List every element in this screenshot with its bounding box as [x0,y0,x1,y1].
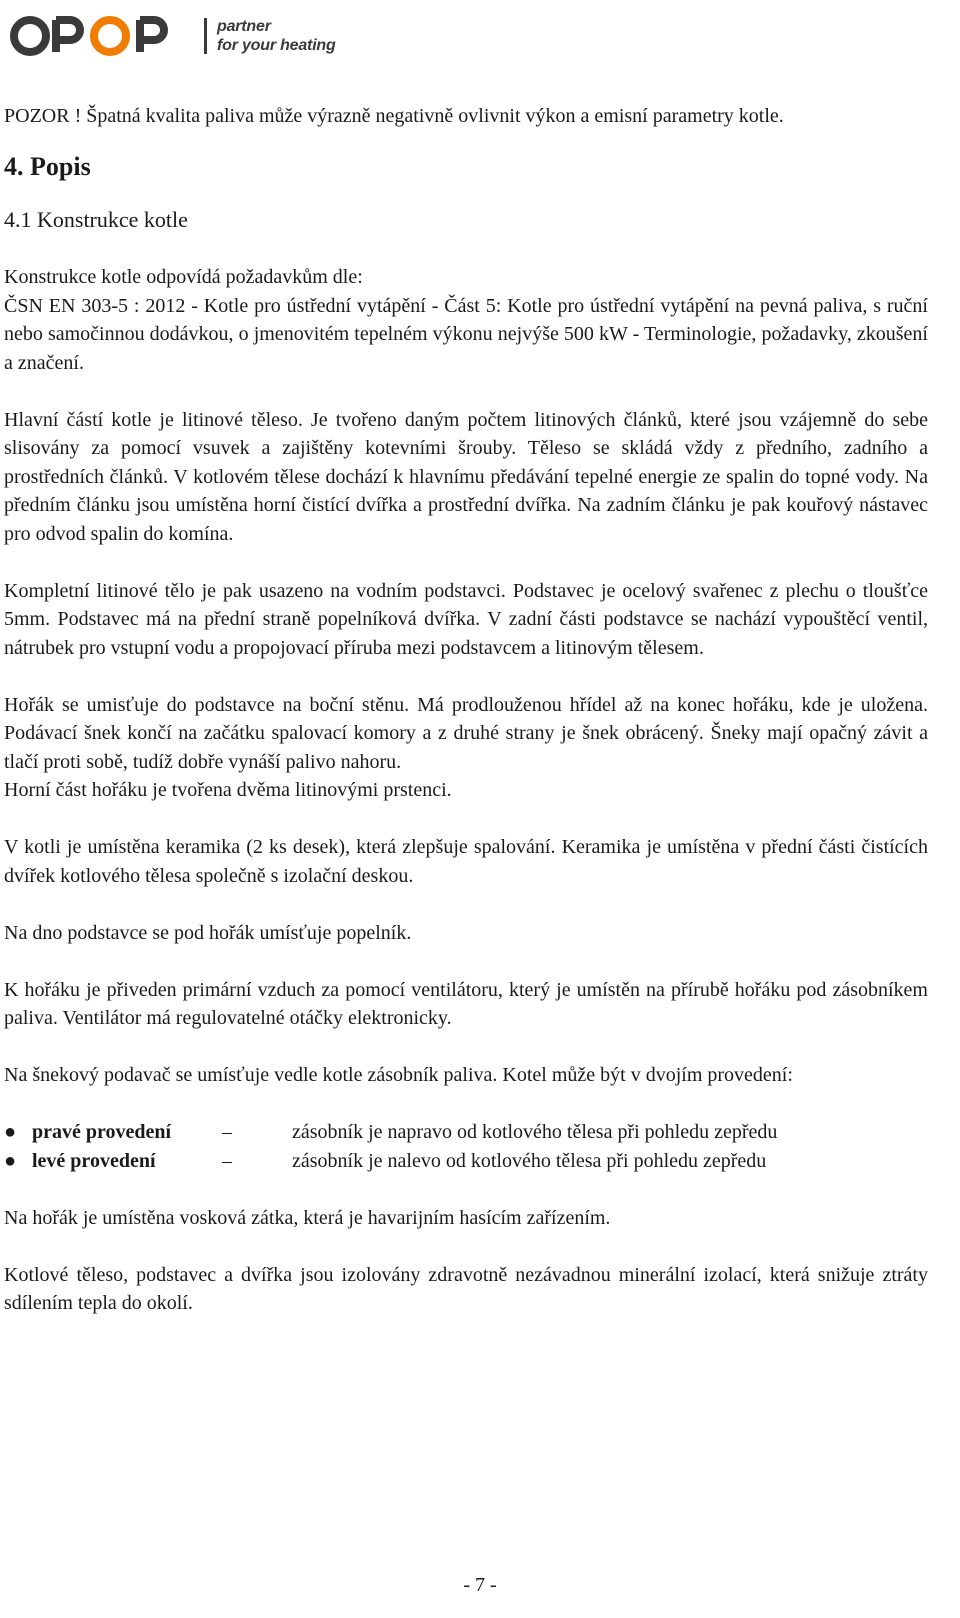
list-item-desc: zásobník je napravo od kotlového tělesa při pohledu zepředu [292,1121,778,1143]
opop-logo [8,11,178,61]
norm-paragraph: ČSN EN 303-5 : 2012 - Kotle pro ústřední vytápění - Část 5: Kotle pro ústřední vytápění na pevná paliva, s ruční nebo samočinnou dodávkou, o jmenovitém tepelném výkonu nejvýše 500 kW - Terminologie, požadavky, zkoušení a značení. [4,294,928,374]
header-divider [204,18,207,54]
list-item [4,1147,928,1176]
fan-paragraph: K hořáku je přiveden primární vzduch za pomocí ventilátoru, který je umístěn na přírubě hořáku pod zásobníkem paliva. Ventilátor má regulovatelné otáčky elektronicky. [4,978,928,1029]
norm-intro-paragraph: Konstrukce kotle odpovídá požadavkům dle: [4,266,363,288]
warning-paragraph: POZOR ! Špatná kvalita paliva může výrazně negativně ovlivnit výkon a emisní parametry kotle. [4,105,784,127]
insulation-paragraph: Kotlové těleso, podstavec a dvířka jsou izolovány zdravotně nezávadnou minerální izolací, která snižuje ztráty sdílením tepla do okolí. [4,1263,928,1314]
wax-paragraph: Na hořák je umístěna vosková zátka, která je havarijním hasícím zařízením. [4,1206,611,1229]
list-item-dash: – [222,1121,232,1143]
subsection-heading: 4.1 Konstrukce kotle [4,206,188,232]
bullet-icon: ● [4,1121,17,1143]
tagline [217,17,336,55]
list-item-term: pravé provedení [32,1121,172,1143]
section-heading: 4. Popis [4,151,91,181]
base-paragraph: Kompletní litinové tělo je pak usazeno na vodním podstavci. Podstavec je ocelový svařenec z plechu o tloušťce 5mm. Podstavec má na přední straně popelníková dvířka. V zadní části podstavce se nachází vypouštěcí ventil, nátrubek pro vstupní vodu a propojovací příruba mezi podstavcem a litinovým tělesem. [4,579,928,659]
ashpan-paragraph: Na dno podstavce se pod hořák umísťuje popelník. [4,921,412,944]
list-item-desc: zásobník je nalevo od kotlového tělesa při pohledu zepředu [292,1149,767,1172]
bullet-icon: ● [4,1149,17,1172]
list-item [4,1118,928,1147]
list-item-term: levé provedení [32,1149,156,1172]
body-paragraph: Hlavní částí kotle je litinové těleso. Je tvořeno daným počtem litinových článků, které jsou vzájemně do sebe slisovány za pomocí vsuvek a zajištěny kotevními šrouby. Těleso se skládá vždy z předního, zadního a prostředních článků. V kotlovém tělese dochází k hlavnímu předávání tepelné energie ze spalin do topné vody. Na předním článku jsou umístěna horní čistící dvířka a prostřední dvířka. Na zadním článku je pak kouřový nástavec pro odvod spalin do komína. [4,408,928,545]
burner-rings-paragraph: Horní část hořáku je tvořena dvěma litinovými prstenci. [4,779,452,801]
variant-list [4,1118,928,1175]
document-body [4,102,928,1318]
list-item-dash: – [222,1149,232,1172]
feeder-paragraph: Na šnekový podavač se umísťuje vedle kotle zásobník paliva. Kotel může být v dvojím provedení: [4,1064,793,1086]
page-header [8,8,336,64]
tagline-line-1: partner [217,18,271,35]
page-number: - 7 - [463,1574,497,1596]
ceramic-paragraph: V kotli je umístěna keramika (2 ks desek), která zlepšuje spalování. Keramika je umístěna v přední části čistících dvířek kotlového tělesa společně s izolační deskou. [4,836,928,887]
burner-paragraph: Hořák se umisťuje do podstavce na boční stěnu. Má prodlouženou hřídel až na konec hořáku, kde je uložena. Podávací šnek končí na začátku spalovací komory a z druhé strany je šnek obrácený. Šneky mají opačný závit a tlačí proti sobě, tudíž dobře vynáší palivo nahoru. [4,693,928,773]
tagline-line-2: for your heating [217,37,336,54]
